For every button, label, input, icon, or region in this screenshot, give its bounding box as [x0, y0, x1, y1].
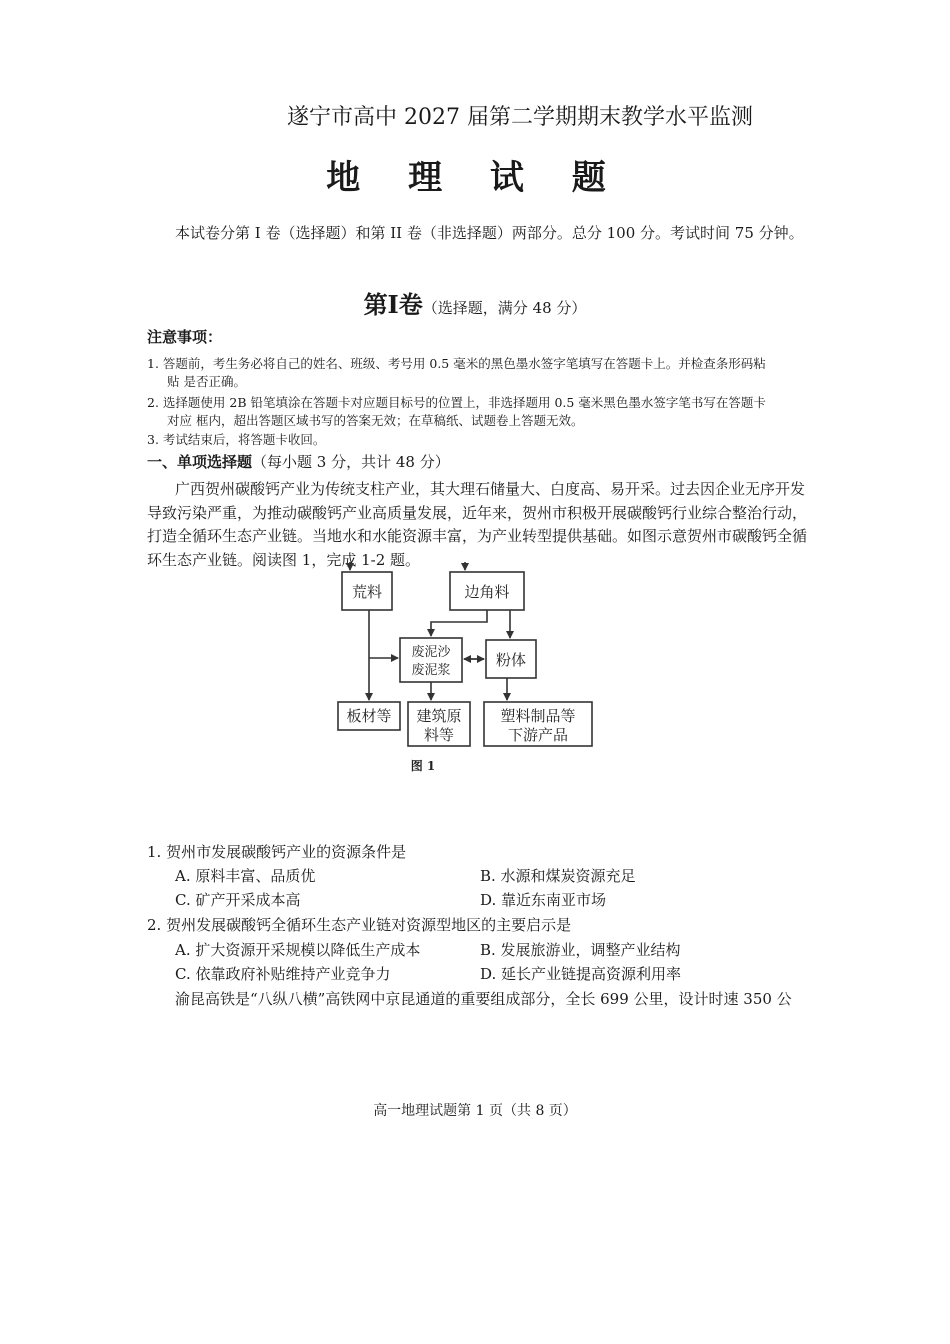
notice-item-line: 1. 答题前，考生务必将自己的姓名、班级、考号用 0.5 毫米的黑色墨水签字笔填写在答题卡上。并检查条形码粘 [147, 356, 766, 371]
question-stem: 1. 贺州市发展碳酸钙产业的资源条件是 [147, 843, 407, 861]
notice-item-cont: 对应 框内，超出答题区域书写的答案无效；在草稿纸、试题卷上答题无效。 [167, 413, 584, 428]
box-plastic-label: 塑料制品等 [500, 707, 576, 725]
figure-caption: 图 1 [410, 759, 436, 773]
question-option: A. 原料丰富、品质优 [175, 867, 316, 885]
box-plastic-label: 下游产品 [507, 726, 569, 744]
notice-title: 注意事项： [147, 328, 223, 346]
notice-item-cont: 贴 是否正确。 [167, 374, 246, 389]
section-title: 第Ⅰ卷 [363, 290, 423, 319]
notice-item-line: 3. 考试结束后，将答题卡收回。 [147, 432, 326, 447]
exam-title: 地 理 试 题 [326, 158, 624, 198]
part-title: 一、单项选择题 [147, 453, 253, 471]
section-note: （选择题，满分 48 分） [422, 299, 587, 317]
exam-intro: 本试卷分第 I 卷（选择题）和第 II 卷（非选择题）两部分。总分 100 分。考试时间 75 分钟。 [175, 224, 804, 242]
question-stem: 2. 贺州发展碳酸钙全循环生态产业链对资源型地区的主要启示是 [147, 916, 572, 934]
part-note: （每小题 3 分，共计 48 分） [252, 453, 450, 471]
question-option: D. 延长产业链提高资源利用率 [480, 965, 682, 983]
question-option: B. 发展旅游业，调整产业结构 [480, 941, 681, 959]
box-scrap-label: 边角料 [464, 583, 510, 601]
box-board-label: 板材等 [346, 707, 392, 725]
question-option: A. 扩大资源开采规模以降低生产成本 [175, 941, 421, 959]
notice-item [147, 394, 807, 430]
box-waste-label: 废泥浆 [411, 663, 451, 678]
box-powder-label: 粉体 [495, 651, 527, 669]
notice-item [147, 431, 807, 449]
part-heading [147, 451, 450, 472]
industry-chain-diagram [320, 560, 620, 780]
exam-subtitle: 遂宁市高中 2027 届第二学期期末教学水平监测 [287, 105, 753, 130]
section-heading [0, 285, 950, 320]
box-building-label: 建筑原 [416, 707, 462, 725]
notice-item-line: 2. 选择题使用 2B 铅笔填涂在答题卡对应题目标号的位置上，非选择题用 0.5 毫米黑色墨水签字笔书写在答题卡 [147, 395, 766, 410]
flow-arrow [431, 610, 487, 636]
box-waste-label: 废泥沙 [411, 645, 451, 660]
reading-passage: 广西贺州碳酸钙产业为传统支柱产业，其大理石储量大、白度高、易开采。过去因企业无序开发导致污染严重，为推动碳酸钙产业高质量发展，近年来，贺州市积极开展碳酸钙行业综合整治行动，打造全循环生态产业链。当地水和水能资源丰富，为产业转型提供基础。如图示意贺州市碳酸钙全循环生态产业链。阅读图 1，完成 1-2 题。 [147, 480, 808, 569]
question-option: C. 矿产开采成本高 [175, 891, 301, 909]
box-raw-material-label: 荒料 [351, 583, 383, 601]
notice-item [147, 355, 807, 391]
question-option: D. 靠近东南亚市场 [480, 891, 607, 909]
next-passage: 渝昆高铁是“八纵八横”高铁网中京昆通道的重要组成部分，全长 699 公里，设计时速 350 公 [175, 990, 792, 1008]
question-option: B. 水源和煤炭资源充足 [480, 867, 636, 885]
box-building-label: 料等 [423, 726, 455, 744]
page-footer: 高一地理试题第 1 页（共 8 页） [373, 1103, 577, 1119]
question-option: C. 依靠政府补贴维持产业竞争力 [175, 965, 391, 983]
